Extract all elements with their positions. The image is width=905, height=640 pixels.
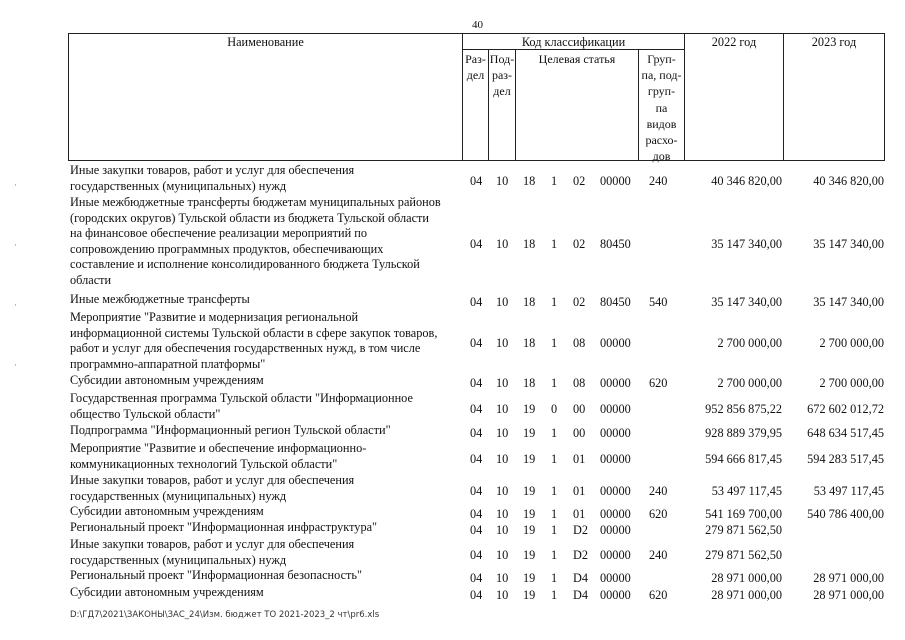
page-number: 40 bbox=[472, 19, 483, 31]
code-pr: 10 bbox=[496, 547, 509, 562]
code-c4: 00000 bbox=[600, 375, 631, 390]
row-name-line: на финансовое обеспечение реализации мероприятий по bbox=[70, 226, 367, 241]
row-name-line: Иные закупки товаров, работ и услуг для обеспечения bbox=[70, 163, 355, 177]
amount-2023: 672 602 012,72 bbox=[807, 401, 884, 416]
row-name bbox=[70, 423, 462, 439]
code-c4: 00000 bbox=[600, 336, 631, 351]
amount-2023: 2 700 000,00 bbox=[819, 375, 884, 390]
code-c4: 00000 bbox=[600, 570, 631, 585]
amount-2022: 28 971 000,00 bbox=[711, 570, 782, 585]
row-name-line: Государственная программа Тульской области "Информационное bbox=[70, 391, 413, 405]
row-name bbox=[70, 537, 462, 568]
code-c2: 1 bbox=[551, 336, 558, 351]
table-row bbox=[0, 423, 905, 439]
code-c3: 02 bbox=[573, 236, 586, 251]
row-name-line: области bbox=[70, 272, 112, 287]
row-name-line: Подпрограмма "Информационный регион Тульской области" bbox=[70, 423, 391, 437]
row-name bbox=[70, 441, 462, 472]
row-name-line: информационной системы Тульской области в сфере закупок товаров, bbox=[70, 325, 438, 340]
row-name-line: общество Тульской области" bbox=[70, 406, 221, 421]
row-name-line: работ и услуг для обеспечения государственных нужд, в том числе bbox=[70, 341, 421, 356]
row-name bbox=[70, 195, 462, 289]
code-c2: 1 bbox=[551, 236, 558, 251]
table-row bbox=[0, 195, 905, 289]
code-c4: 80450 bbox=[600, 236, 631, 251]
row-name-line: Региональный проект "Информационная безопасность" bbox=[70, 568, 363, 582]
amount-2022: 952 856 875,22 bbox=[705, 401, 782, 416]
amount-2023: 540 786 400,00 bbox=[807, 506, 884, 521]
code-c2: 1 bbox=[551, 506, 558, 521]
code-c4: 00000 bbox=[600, 587, 631, 602]
row-name-line: государственных (муниципальных) нужд bbox=[70, 488, 287, 503]
row-name-line: государственных (муниципальных) нужд bbox=[70, 178, 287, 193]
code-c1: 19 bbox=[523, 587, 536, 602]
code-pr: 10 bbox=[496, 236, 509, 251]
code-rz: 04 bbox=[470, 401, 483, 416]
code-c1: 19 bbox=[523, 451, 536, 466]
margin-mark: · bbox=[14, 180, 17, 190]
code-pr: 10 bbox=[496, 336, 509, 351]
table-row bbox=[0, 163, 905, 194]
row-name bbox=[70, 504, 462, 520]
code-pr: 10 bbox=[496, 451, 509, 466]
header-expense-group: Груп- па, под- груп- па видов расхо- дов bbox=[641, 52, 682, 164]
code-c3: 02 bbox=[573, 173, 586, 188]
code-c4: 00000 bbox=[600, 401, 631, 416]
table-row bbox=[0, 310, 905, 372]
amount-2022: 40 346 820,00 bbox=[711, 173, 782, 188]
row-name bbox=[70, 292, 462, 308]
code-rz: 04 bbox=[470, 570, 483, 585]
code-rz: 04 bbox=[470, 506, 483, 521]
code-c1: 19 bbox=[523, 570, 536, 585]
margin-mark: · bbox=[14, 240, 17, 250]
table-row bbox=[0, 292, 905, 308]
table-row bbox=[0, 504, 905, 520]
code-c2: 0 bbox=[551, 401, 558, 416]
code-c2: 1 bbox=[551, 570, 558, 585]
code-pr: 10 bbox=[496, 522, 509, 537]
code-pr: 10 bbox=[496, 375, 509, 390]
code-c4: 00000 bbox=[600, 547, 631, 562]
code-c3: 00 bbox=[573, 425, 586, 440]
code-c2: 1 bbox=[551, 483, 558, 498]
row-name bbox=[70, 568, 462, 584]
code-pr: 10 bbox=[496, 294, 509, 309]
table-row bbox=[0, 473, 905, 504]
code-rz: 04 bbox=[470, 294, 483, 309]
code-vr: 620 bbox=[649, 375, 668, 390]
code-pr: 10 bbox=[496, 173, 509, 188]
file-path-footer: D:\ГД7\2021\ЗАКОНЫ\ЗАС_24\Изм. бюджет ТО 2021-2023_2 чт\pr6.xls bbox=[70, 610, 380, 620]
code-c4: 00000 bbox=[600, 425, 631, 440]
row-name-line: сопровождению программных продуктов, обеспечивающих bbox=[70, 241, 384, 256]
amount-2022: 928 889 379,95 bbox=[705, 425, 782, 440]
row-name-line: Иные закупки товаров, работ и услуг для обеспечения bbox=[70, 473, 355, 487]
code-vr: 240 bbox=[649, 547, 668, 562]
code-c3: D4 bbox=[573, 570, 589, 585]
header-subsection: Под- раз- дел bbox=[489, 52, 515, 99]
code-c4: 00000 bbox=[600, 483, 631, 498]
table-row bbox=[0, 441, 905, 472]
row-name-line: Региональный проект "Информационная инфраструктура" bbox=[70, 520, 378, 534]
code-rz: 04 bbox=[470, 336, 483, 351]
code-vr: 620 bbox=[649, 506, 668, 521]
row-name-line: Мероприятие "Развитие и обеспечение информационно- bbox=[70, 441, 367, 455]
header-section: Раз- дел bbox=[465, 52, 486, 83]
code-c1: 19 bbox=[523, 547, 536, 562]
code-c1: 18 bbox=[523, 236, 536, 251]
amount-2023: 53 497 117,45 bbox=[813, 483, 884, 498]
code-c1: 19 bbox=[523, 506, 536, 521]
row-name-line: Мероприятие "Развитие и модернизация региональной bbox=[70, 310, 359, 324]
code-c4: 00000 bbox=[600, 451, 631, 466]
amount-2022: 2 700 000,00 bbox=[717, 375, 782, 390]
code-c2: 1 bbox=[551, 451, 558, 466]
code-rz: 04 bbox=[470, 587, 483, 602]
header-target-article: Целевая статья bbox=[538, 52, 616, 66]
margin-mark: · bbox=[14, 360, 17, 370]
code-c4: 00000 bbox=[600, 506, 631, 521]
code-vr: 240 bbox=[649, 173, 668, 188]
amount-2023: 594 283 517,45 bbox=[807, 451, 884, 466]
amount-2023: 35 147 340,00 bbox=[813, 294, 884, 309]
code-c2: 1 bbox=[551, 547, 558, 562]
code-rz: 04 bbox=[470, 547, 483, 562]
code-c1: 18 bbox=[523, 336, 536, 351]
code-rz: 04 bbox=[470, 173, 483, 188]
header-year-2022: 2022 год bbox=[711, 35, 757, 49]
header-classification: Код классификации bbox=[521, 35, 626, 49]
code-c3: 08 bbox=[573, 375, 586, 390]
row-name bbox=[70, 163, 462, 194]
table-row bbox=[0, 373, 905, 389]
code-pr: 10 bbox=[496, 587, 509, 602]
amount-2022: 541 169 700,00 bbox=[705, 506, 782, 521]
table-row bbox=[0, 520, 905, 536]
row-name bbox=[70, 585, 462, 601]
row-name bbox=[70, 391, 462, 422]
row-name-line: государственных (муниципальных) нужд bbox=[70, 552, 287, 567]
row-name-line: коммуникационных технологий Тульской области" bbox=[70, 456, 338, 471]
row-name bbox=[70, 473, 462, 504]
header-name: Наименование bbox=[227, 35, 304, 49]
row-name-line: Иные межбюджетные трансферты bbox=[70, 292, 250, 306]
code-c3: 01 bbox=[573, 506, 586, 521]
code-c3: 01 bbox=[573, 483, 586, 498]
code-c3: D2 bbox=[573, 547, 589, 562]
code-c2: 1 bbox=[551, 425, 558, 440]
row-name-line: Субсидии автономным учреждениям bbox=[70, 585, 264, 599]
row-name-line: Субсидии автономным учреждениям bbox=[70, 504, 264, 518]
code-c2: 1 bbox=[551, 587, 558, 602]
code-pr: 10 bbox=[496, 425, 509, 440]
code-vr: 240 bbox=[649, 483, 668, 498]
code-c1: 19 bbox=[523, 425, 536, 440]
code-rz: 04 bbox=[470, 522, 483, 537]
code-pr: 10 bbox=[496, 570, 509, 585]
amount-2022: 279 871 562,50 bbox=[705, 547, 782, 562]
code-rz: 04 bbox=[470, 236, 483, 251]
code-pr: 10 bbox=[496, 506, 509, 521]
amount-2023: 28 971 000,00 bbox=[813, 570, 884, 585]
amount-2023: 2 700 000,00 bbox=[819, 336, 884, 351]
amount-2023: 28 971 000,00 bbox=[813, 587, 884, 602]
table-row bbox=[0, 568, 905, 584]
row-name-line: (городских округов) Тульской области из бюджета Тульской области bbox=[70, 210, 429, 225]
code-vr: 540 bbox=[649, 294, 668, 309]
code-c2: 1 bbox=[551, 173, 558, 188]
code-c3: D2 bbox=[573, 522, 589, 537]
amount-2022: 279 871 562,50 bbox=[705, 522, 782, 537]
code-c3: 01 bbox=[573, 451, 586, 466]
amount-2022: 2 700 000,00 bbox=[717, 336, 782, 351]
code-rz: 04 bbox=[470, 375, 483, 390]
code-c4: 00000 bbox=[600, 173, 631, 188]
row-name bbox=[70, 310, 462, 372]
code-c2: 1 bbox=[551, 375, 558, 390]
code-c1: 18 bbox=[523, 173, 536, 188]
code-c2: 1 bbox=[551, 522, 558, 537]
code-pr: 10 bbox=[496, 483, 509, 498]
amount-2022: 594 666 817,45 bbox=[705, 451, 782, 466]
code-rz: 04 bbox=[470, 451, 483, 466]
code-vr: 620 bbox=[649, 587, 668, 602]
code-c1: 19 bbox=[523, 401, 536, 416]
amount-2022: 53 497 117,45 bbox=[711, 483, 782, 498]
code-pr: 10 bbox=[496, 401, 509, 416]
row-name-line: Иные закупки товаров, работ и услуг для обеспечения bbox=[70, 537, 355, 551]
code-c4: 80450 bbox=[600, 294, 631, 309]
code-c1: 19 bbox=[523, 483, 536, 498]
code-c1: 19 bbox=[523, 522, 536, 537]
table-row bbox=[0, 537, 905, 568]
row-name-line: Субсидии автономным учреждениям bbox=[70, 373, 264, 387]
code-rz: 04 bbox=[470, 483, 483, 498]
row-name bbox=[70, 373, 462, 389]
row-name-line: составление и исполнение консолидированного бюджета Тульской bbox=[70, 257, 420, 272]
amount-2023: 648 634 517,45 bbox=[807, 425, 884, 440]
margin-mark: · bbox=[14, 300, 17, 310]
row-name-line: программно-аппаратной платформы" bbox=[70, 356, 266, 371]
code-c3: 08 bbox=[573, 336, 586, 351]
code-c1: 18 bbox=[523, 375, 536, 390]
amount-2023: 40 346 820,00 bbox=[813, 173, 884, 188]
code-c3: 00 bbox=[573, 401, 586, 416]
table-row bbox=[0, 585, 905, 601]
table-row bbox=[0, 391, 905, 422]
row-name-line: Иные межбюджетные трансферты бюджетам муниципальных районов bbox=[70, 195, 441, 209]
code-c1: 18 bbox=[523, 294, 536, 309]
row-name bbox=[70, 520, 462, 536]
amount-2022: 28 971 000,00 bbox=[711, 587, 782, 602]
code-rz: 04 bbox=[470, 425, 483, 440]
amount-2023: 35 147 340,00 bbox=[813, 236, 884, 251]
header-year-2023: 2023 год bbox=[811, 35, 857, 49]
amount-2022: 35 147 340,00 bbox=[711, 294, 782, 309]
code-c2: 1 bbox=[551, 294, 558, 309]
code-c3: D4 bbox=[573, 587, 589, 602]
code-c3: 02 bbox=[573, 294, 586, 309]
code-c4: 00000 bbox=[600, 522, 631, 537]
amount-2022: 35 147 340,00 bbox=[711, 236, 782, 251]
